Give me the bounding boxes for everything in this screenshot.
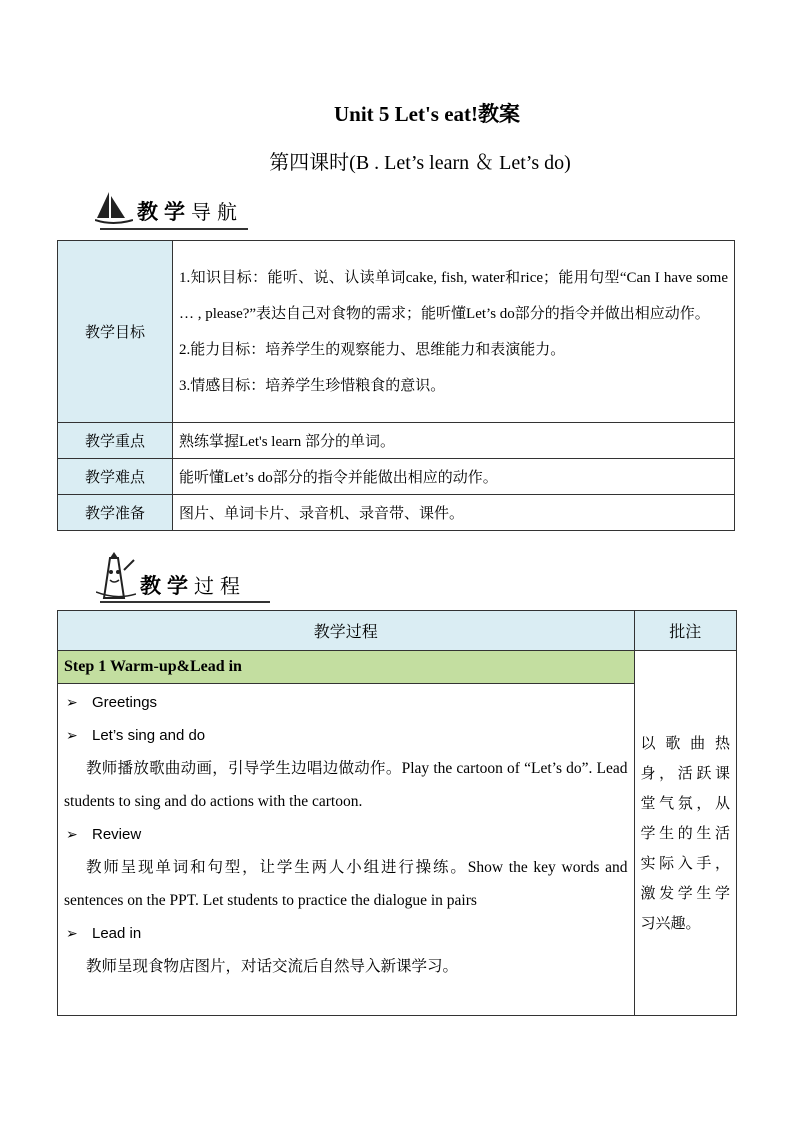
list-item: ➢ Review [64, 818, 628, 851]
table-header-row [58, 611, 737, 651]
sailboat-icon [95, 190, 133, 226]
row-value [173, 241, 735, 423]
arrow-bullet-icon: ➢ [66, 694, 78, 710]
note-cell: 以歌曲热身，活跃课堂气氛，从学生的生活实际入手，激发学生学习兴趣。 [634, 651, 736, 1016]
paragraph: 教师呈现食物店图片，对话交流后自然导入新课学习。 [86, 958, 459, 975]
section-header-teaching-process [96, 552, 246, 600]
row-value: 能听懂Let’s do部分的指令并能做出相应的动作。 [173, 459, 735, 495]
row-value: 熟练掌握Let's learn 部分的单词。 [173, 423, 735, 459]
column-header-notes: 批注 [634, 611, 736, 651]
table-row [58, 651, 737, 684]
arrow-bullet-icon: ➢ [66, 727, 78, 743]
list-item: ➢ Lead in [64, 917, 628, 950]
objective-ability: 2.能力目标：培养学生的观察能力、思维能力和表演能力。 [179, 341, 566, 358]
section-title: 教学导航 [137, 200, 243, 224]
section-title: 教学过程 [140, 574, 246, 598]
document-title: Unit 5 Let's eat!教案 [333, 102, 521, 126]
objective-emotion: 3.情感目标：培养学生珍惜粮食的意识。 [179, 377, 446, 394]
step-content [58, 684, 635, 1016]
row-label: 教学准备 [58, 495, 173, 531]
row-label: 教学重点 [58, 423, 173, 459]
list-item: ➢ Greetings [64, 686, 628, 719]
section-underline [100, 228, 248, 230]
table-row [58, 495, 735, 531]
arrow-bullet-icon: ➢ [66, 925, 78, 941]
table-row [58, 459, 735, 495]
list-item: ➢ Let’s sing and do [64, 719, 628, 752]
document-subtitle: 第四课时(B . Let’s learn ＆ Let’s do) [269, 152, 571, 174]
table-row [58, 241, 735, 423]
row-label: 教学难点 [58, 459, 173, 495]
column-header-process: 教学过程 [58, 611, 635, 651]
paragraph: 教师呈现单词和句型，让学生两人小组进行操练。Show the key words and sentences on the PPT. Let students to practice the dialogue in pairs [64, 859, 628, 909]
row-label: 教学目标 [58, 241, 173, 423]
section-underline [100, 601, 270, 603]
section-header-teaching-guide [95, 190, 243, 226]
process-table [57, 610, 737, 1016]
objective-knowledge: 1.知识目标：能听、说、认读单词cake, fish, water和rice；能用句型“Can I have some … , please?”表达自己对食物的需求；能听懂Let’s do部分的指令并做出相应动作。 [179, 269, 728, 322]
overview-table [57, 240, 735, 531]
step-title: Step 1 Warm-up&Lead in [58, 651, 635, 684]
paragraph: 教师播放歌曲动画，引导学生边唱边做动作。Play the cartoon of “Let’s do”. Lead students to sing and do actions with the cartoon. [64, 760, 628, 810]
pencil-character-icon [96, 552, 136, 600]
row-value: 图片、单词卡片、录音机、录音带、课件。 [173, 495, 735, 531]
table-row [58, 423, 735, 459]
arrow-bullet-icon: ➢ [66, 826, 78, 842]
